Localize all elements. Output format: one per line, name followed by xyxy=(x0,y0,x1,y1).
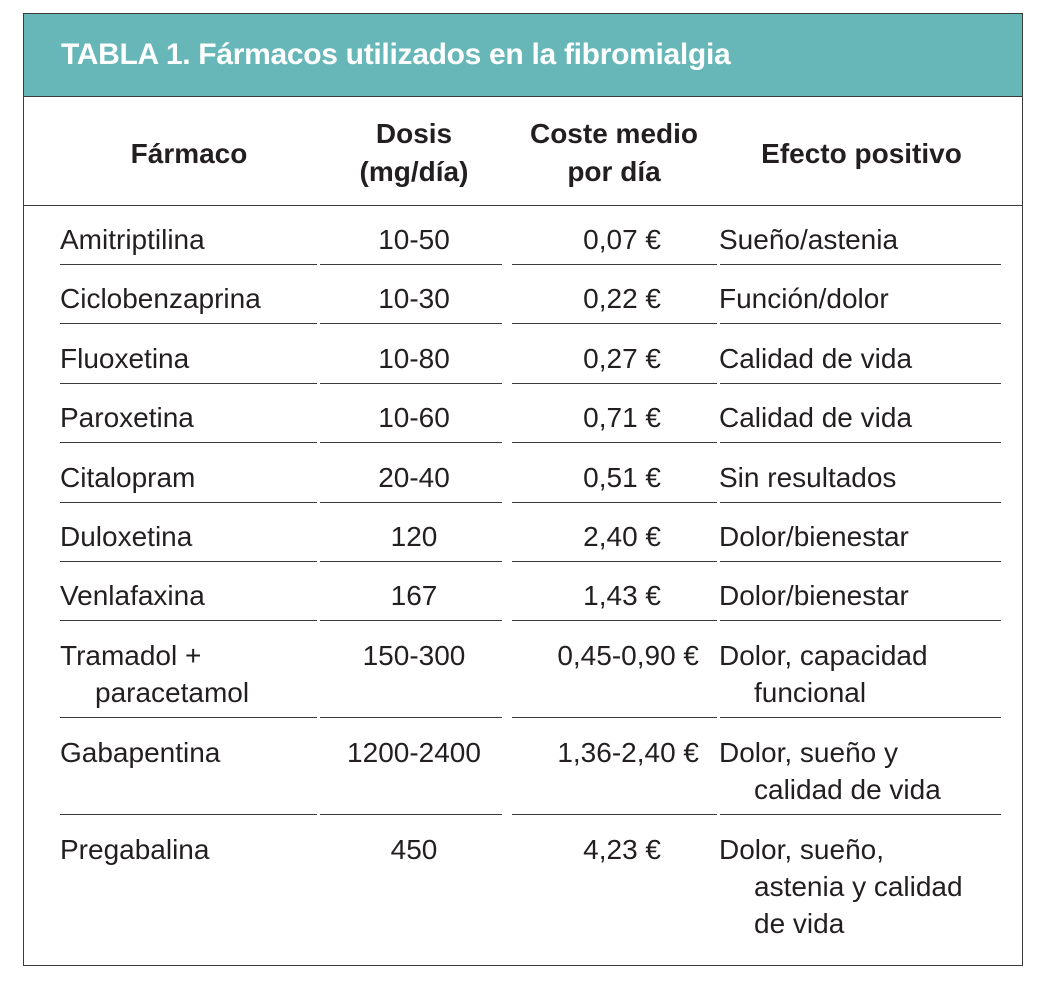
row-separator xyxy=(720,442,1001,443)
cell-coste: 2,40 € xyxy=(583,521,661,552)
row-separator xyxy=(512,814,717,815)
cell-farmaco: Gabapentina xyxy=(60,737,221,768)
cell-coste: 0,51 € xyxy=(583,462,661,493)
table-title: TABLA 1. Fármacos utilizados en la fibromialgia xyxy=(61,38,731,71)
row-separator xyxy=(720,264,1001,265)
header-coste: Coste medio por día xyxy=(529,118,699,187)
row-separator xyxy=(720,383,1001,384)
row-separator xyxy=(60,383,317,384)
cell-efecto: Dolor, sueño, xyxy=(719,834,884,865)
cell-dosis: 10-50 xyxy=(378,224,450,255)
cell-dosis: 167 xyxy=(390,580,438,611)
cell-farmaco: Venlafaxina xyxy=(60,580,205,611)
row-separator xyxy=(512,264,717,265)
cell-farmaco: Ciclobenzaprina xyxy=(60,283,261,314)
cell-efecto: Función/dolor xyxy=(719,283,889,314)
cell-dosis: 10-30 xyxy=(378,283,450,314)
row-separator xyxy=(60,442,317,443)
row-separator xyxy=(60,323,317,324)
row-separator xyxy=(60,814,317,815)
row-separator xyxy=(512,383,717,384)
row-separator xyxy=(320,620,502,621)
row-separator xyxy=(60,264,317,265)
cell-dosis: 20-40 xyxy=(378,462,450,493)
header-efecto: Efecto positivo xyxy=(761,138,962,169)
cell-farmaco: Citalopram xyxy=(60,462,196,493)
cell-efecto: Calidad de vida xyxy=(719,343,913,374)
cell-coste: 4,23 € xyxy=(583,834,661,865)
cell-efecto: Dolor, sueño y xyxy=(719,737,898,768)
cell-dosis: 1200-2400 xyxy=(347,737,481,768)
cell-efecto: de vida xyxy=(754,908,845,939)
cell-efecto: calidad de vida xyxy=(754,774,941,805)
cell-dosis: 120 xyxy=(390,521,438,552)
cell-efecto: Calidad de vida xyxy=(719,402,913,433)
header-divider xyxy=(24,205,1022,206)
table-frame xyxy=(23,13,1023,966)
row-separator xyxy=(512,620,717,621)
cell-dosis: 450 xyxy=(390,834,438,865)
row-separator xyxy=(720,502,1001,503)
row-separator xyxy=(512,561,717,562)
cell-farmaco: Pregabalina xyxy=(60,834,210,865)
row-separator xyxy=(512,442,717,443)
row-separator xyxy=(320,502,502,503)
cell-coste: 0,45-0,90 € xyxy=(557,640,699,671)
title-bar xyxy=(24,14,1022,97)
cell-coste: 0,07 € xyxy=(583,224,661,255)
cell-dosis: 10-60 xyxy=(378,402,450,433)
row-separator xyxy=(720,323,1001,324)
cell-efecto: Dolor, capacidad xyxy=(719,640,928,671)
cell-farmaco: Fluoxetina xyxy=(60,343,190,374)
header-dosis: Dosis (mg/día) xyxy=(359,118,469,187)
row-separator xyxy=(320,814,502,815)
row-separator xyxy=(320,561,502,562)
cell-efecto: Dolor/bienestar xyxy=(719,580,909,611)
row-separator xyxy=(320,717,502,718)
cell-efecto: astenia y calidad xyxy=(754,871,963,902)
row-separator xyxy=(720,561,1001,562)
row-separator xyxy=(720,814,1001,815)
cell-efecto: Sueño/astenia xyxy=(719,224,899,255)
row-separator xyxy=(320,264,502,265)
row-separator xyxy=(512,323,717,324)
row-separator xyxy=(720,620,1001,621)
header-farmaco: Fármaco xyxy=(130,138,248,169)
cell-efecto: funcional xyxy=(754,677,867,708)
row-separator xyxy=(320,383,502,384)
row-separator xyxy=(60,502,317,503)
cell-farmaco: paracetamol xyxy=(95,677,250,708)
cell-coste: 0,27 € xyxy=(583,343,661,374)
cell-coste: 0,71 € xyxy=(583,402,661,433)
cell-coste: 1,43 € xyxy=(583,580,661,611)
row-separator xyxy=(320,323,502,324)
cell-dosis: 150-300 xyxy=(362,640,466,671)
row-separator xyxy=(512,717,717,718)
row-separator xyxy=(60,561,317,562)
row-separator xyxy=(60,717,317,718)
row-separator xyxy=(720,717,1001,718)
cell-coste: 0,22 € xyxy=(583,283,661,314)
cell-farmaco: Paroxetina xyxy=(60,402,194,433)
cell-coste: 1,36-2,40 € xyxy=(557,737,699,768)
cell-farmaco: Duloxetina xyxy=(60,521,193,552)
row-separator xyxy=(320,442,502,443)
cell-farmaco: Amitriptilina xyxy=(60,224,205,255)
cell-efecto: Sin resultados xyxy=(719,462,897,493)
row-separator xyxy=(60,620,317,621)
cell-efecto: Dolor/bienestar xyxy=(719,521,909,552)
cell-dosis: 10-80 xyxy=(378,343,450,374)
row-separator xyxy=(512,502,717,503)
cell-farmaco: Tramadol + xyxy=(60,640,202,671)
